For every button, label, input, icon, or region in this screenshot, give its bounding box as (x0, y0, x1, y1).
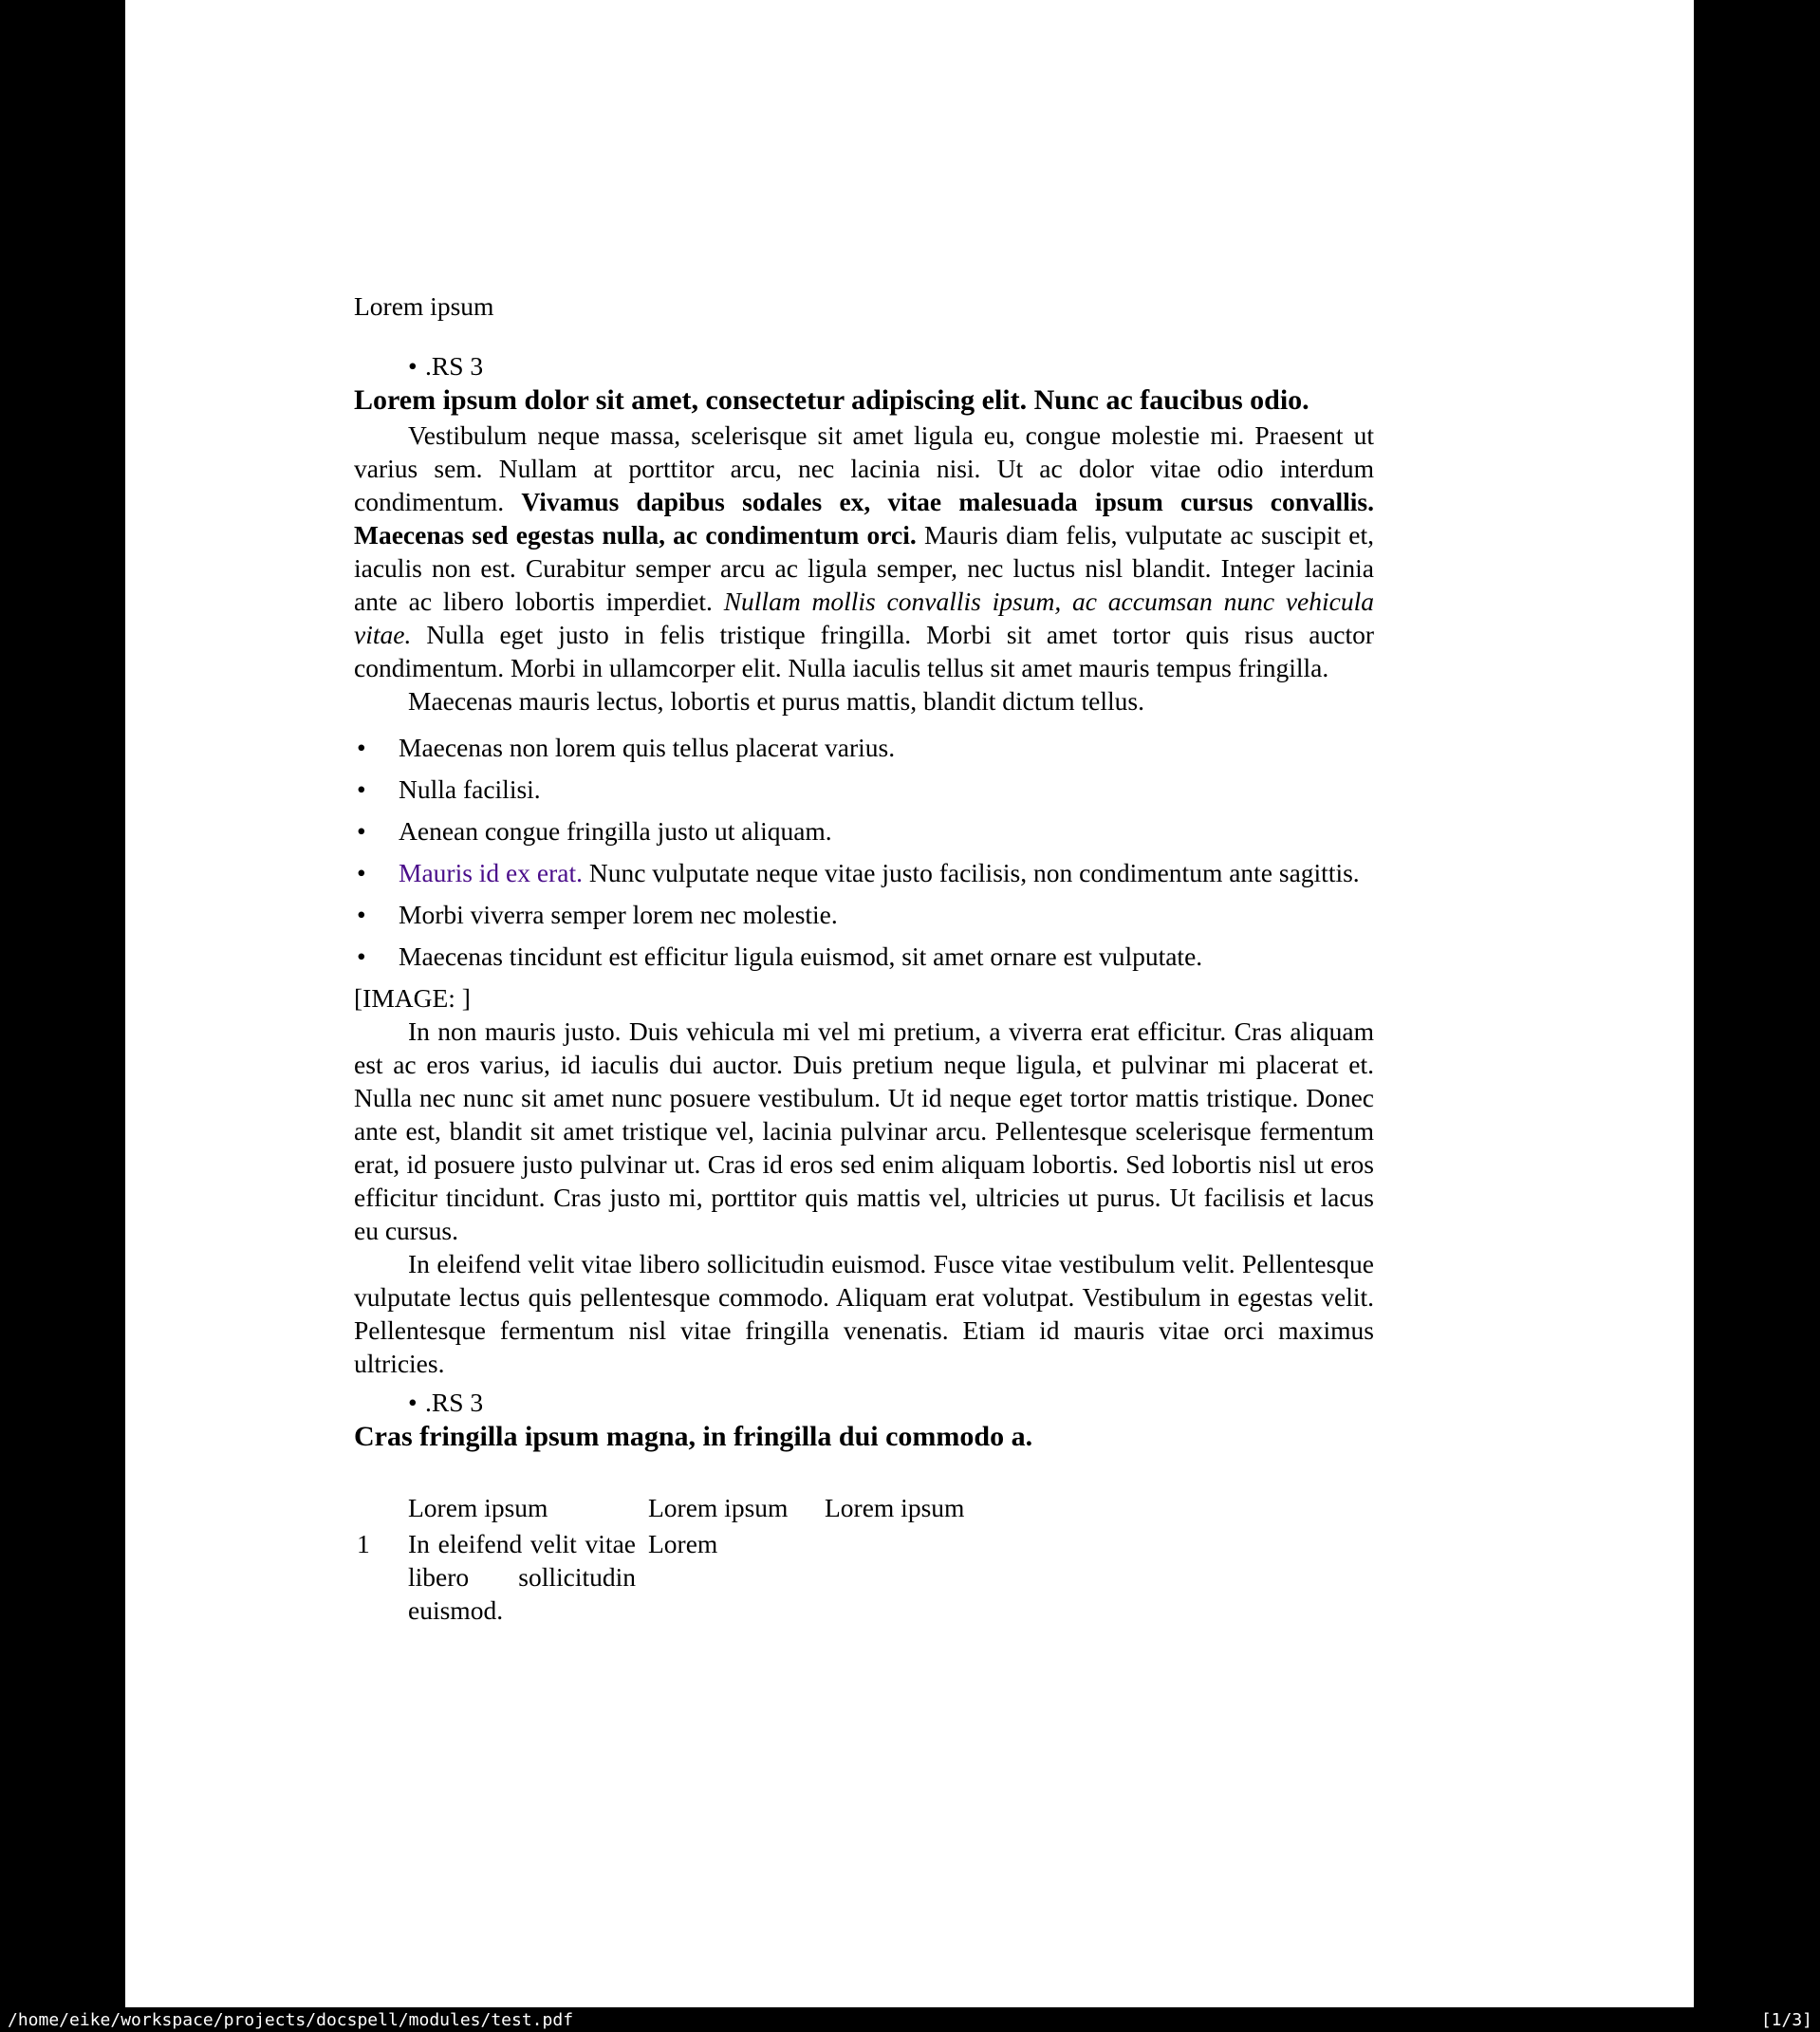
rs-bullet-text: .RS 3 (425, 351, 484, 381)
list-item (354, 731, 1374, 764)
bullet-marker-icon: • (357, 774, 366, 804)
data-table (357, 1491, 1374, 1627)
document-text-column (354, 0, 1374, 1627)
document-page (125, 0, 1694, 2007)
paragraph-1-run-normal: Vestibulum neque massa, scelerisque sit amet ligula eu, congue molestie mi. Praesent ut varius sem. Nullam at porttitor arcu, nec lacinia nisi. Ut ac dolor vitae odio interdum condimentum. (354, 420, 1374, 516)
section-heading-1: Lorem ipsum dolor sit amet, consectetur adipiscing elit. Nunc ac faucibus odio. (354, 384, 1309, 416)
list-item-text: Maecenas tincidunt est efficitur ligula euismod, sit amet ornare est vulputate. (399, 941, 1203, 971)
list-item (354, 814, 1374, 848)
table-cell: In eleifend velit vitae libero sollicitudin euismod. (408, 1529, 636, 1625)
paragraph-1-run-normal: Mauris diam felis, vulputate ac suscipit et, iaculis non est. Curabitur semper arcu ac ligula semper, nec luctus nisl blandit. Integer lacinia ante ac libero lobortis imperdiet. (354, 520, 1374, 616)
paragraph-3: In non mauris justo. Duis vehicula mi vel mi pretium, a viverra erat efficitur. Cras aliquam est ac eros varius, id iaculis dui auctor. Duis pretium neque ligula, et pulvinar mi placerat et. Nulla nec nunc sit amet nunc posuere vestibulum. Ut id neque eget tortor mattis tristique. Donec ante est, blandit sit amet tristique vel, lacinia pulvinar arcu. Pellentesque scelerisque fermentum erat, id posuere justo pulvinar ut. Cras id eros sed enim aliquam lobortis. Sed lobortis nisl ut eros efficitur tincidunt. Cras justo mi, porttitor quis mattis vel, ultricies ut purus. Ut facilisis et lacus eu cursus. (354, 1016, 1374, 1245)
list-item (354, 898, 1374, 931)
rs-bullet-item (354, 1386, 1374, 1419)
bullet-list (354, 731, 1374, 973)
rs-bullet-text: .RS 3 (425, 1388, 484, 1417)
intro-label: Lorem ipsum (354, 291, 494, 321)
bullet-marker-icon: • (357, 733, 366, 762)
document-hyperlink[interactable]: Mauris id ex erat. (399, 858, 583, 887)
table-header-cell: Lorem ipsum (825, 1493, 965, 1522)
list-item-text: Nulla facilisi. (399, 774, 541, 804)
bullet-marker-icon: • (357, 816, 366, 846)
statusbar-file-path: /home/eike/workspace/projects/docspell/modules/test.pdf (8, 2009, 574, 2030)
table-cell: Lorem (648, 1529, 718, 1558)
table-header-row (357, 1491, 1374, 1524)
list-item-text: Nunc vulputate neque vitae justo facilisis, non condimentum ante sagittis. (582, 858, 1360, 887)
section-heading-2: Cras fringilla ipsum magna, in fringilla dui commodo a. (354, 1421, 1033, 1452)
table-cell-row-number: 1 (357, 1529, 370, 1558)
list-item-text: Maecenas non lorem quis tellus placerat varius. (399, 733, 896, 762)
bullet-marker-icon: • (408, 351, 418, 381)
list-item (354, 940, 1374, 973)
list-item (354, 773, 1374, 806)
list-item-text: Morbi viverra semper lorem nec molestie. (399, 900, 838, 929)
table-header-cell: Lorem ipsum (408, 1493, 548, 1522)
paragraph-4: In eleifend velit vitae libero sollicitudin euismod. Fusce vitae vestibulum velit. Pellentesque vulputate lectus quis pellentesque commodo. Aliquam erat volutpat. Vestibulum in egestas velit. Pellentesque fermentum nisl vitae fringilla venenatis. Etiam id mauris vitae orci maximus ultricies. (354, 1249, 1374, 1378)
paragraph-1-run-italic: Nullam mollis convallis ipsum, ac accumsan nunc vehicula vitae. (354, 587, 1374, 649)
statusbar-page-indicator: [1/3] (1760, 2009, 1812, 2030)
image-placeholder: [IMAGE: ] (354, 983, 471, 1013)
bullet-marker-icon: • (357, 941, 366, 971)
paragraph-1-run-normal: Nulla eget justo in felis tristique fringilla. Morbi sit amet tortor quis risus auctor condimentum. Morbi in ullamcorper elit. Nulla iaculis tellus sit amet mauris tempus fringilla. (354, 620, 1374, 682)
table-row (357, 1527, 1374, 1627)
bullet-marker-icon: • (408, 1388, 418, 1417)
table-header-cell: Lorem ipsum (648, 1493, 789, 1522)
table-cell (825, 1527, 1374, 1627)
table-header-cell (357, 1491, 408, 1524)
paragraph-2: Maecenas mauris lectus, lobortis et purus mattis, blandit dictum tellus. (408, 686, 1144, 716)
list-item-text: Aenean congue fringilla justo ut aliquam. (399, 816, 832, 846)
rs-bullet-item (354, 349, 1374, 382)
paragraph-1 (354, 419, 1374, 684)
list-item (354, 856, 1374, 889)
bullet-marker-icon: • (357, 858, 366, 887)
statusbar (0, 2007, 1820, 2032)
bullet-marker-icon: • (357, 900, 366, 929)
paragraph-1-run-bold: Vivamus dapibus sodales ex, vitae malesuada ipsum cursus convallis. Maecenas sed egestas nulla, ac condimentum orci. (354, 487, 1374, 550)
